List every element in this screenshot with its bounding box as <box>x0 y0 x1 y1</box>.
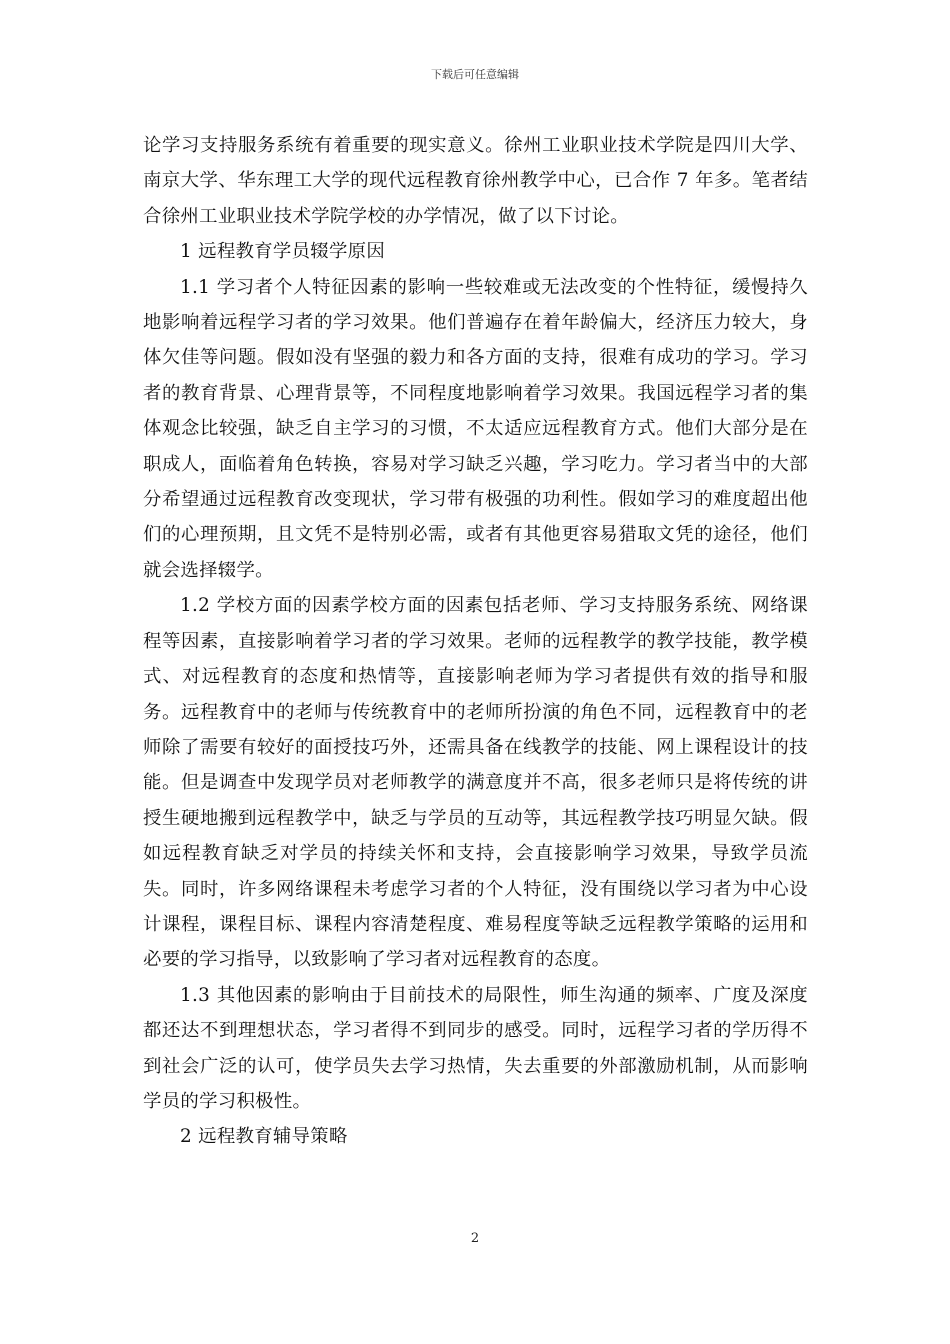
section-heading-1: 1 远程教育学员辍学原因 <box>180 241 386 263</box>
document-body <box>143 128 808 1155</box>
paragraph-1-3: 1.3 其他因素的影响由于目前技术的局限性，师生沟通的频率、广度及深度都还达不到理想状态，学习者得不到同步的感受。同时，远程学习者的学历得不到社会广泛的认可，使学员失去学习热情，失去重要的外部激励机制，从而影响学员的学习积极性。 <box>143 984 808 1112</box>
paragraph-intro: 论学习支持服务系统有着重要的现实意义。徐州工业职业技术学院是四川大学、南京大学、华东理工大学的现代远程教育徐州教学中心，已合作 7 年多。笔者结合徐州工业职业技术学院学校的办学情况，做了以下讨论。 <box>143 135 808 227</box>
page-number: 2 <box>470 1231 480 1246</box>
page-header: 下载后可任意编辑 <box>431 68 519 81</box>
paragraph-1-2: 1.2 学校方面的因素学校方面的因素包括老师、学习支持服务系统、网络课程等因素，直接影响着学习者的学习效果。老师的远程教学的教学技能，教学模式、对远程教育的态度和热情等，直接影响老师为学习者提供有效的指导和服务。远程教育中的老师与传统教育中的老师所扮演的角色不同，远程教育中的老师除了需要有较好的面授技巧外，还需具备在线教学的技能、网上课程设计的技能。但是调查中发现学员对老师教学的满意度并不高，很多老师只是将传统的讲授生硬地搬到远程教学中，缺乏与学员的互动等，其远程教学技巧明显欠缺。假如远程教育缺乏对学员的持续关怀和支持，会直接影响学习效果，导致学员流失。同时，许多网络课程未考虑学习者的个人特征，没有围绕以学习者为中心设计课程，课程目标、课程内容清楚程度、难易程度等缺乏远程教学策略的运用和必要的学习指导，以致影响了学习者对远程教育的态度。 <box>143 595 808 971</box>
section-heading-2: 2 远程教育辅导策略 <box>180 1126 348 1148</box>
paragraph-1-1: 1.1 学习者个人特征因素的影响一些较难或无法改变的个性特征，缓慢持久地影响着远程学习者的学习效果。他们普遍存在着年龄偏大，经济压力较大，身体欠佳等问题。假如没有坚强的毅力和各方面的支持，很难有成功的学习。学习者的教育背景、心理背景等，不同程度地影响着学习效果。我国远程学习者的集体观念比较强，缺乏自主学习的习惯，不太适应远程教育方式。他们大部分是在职成人，面临着角色转换，容易对学习缺乏兴趣，学习吃力。学习者当中的大部分希望通过远程教育改变现状，学习带有极强的功利性。假如学习的难度超出他们的心理预期，且文凭不是特别必需，或者有其他更容易猎取文凭的途径，他们就会选择辍学。 <box>143 276 808 581</box>
